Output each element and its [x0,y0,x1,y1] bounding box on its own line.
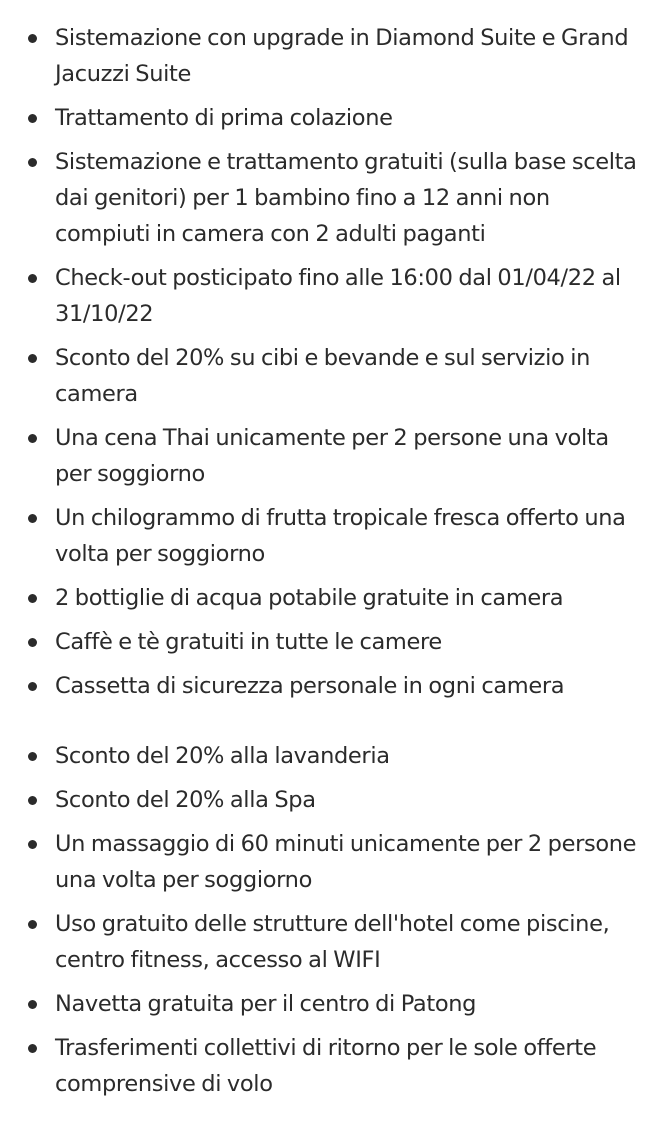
list-item: Navetta gratuita per il centro di Patong [55,986,638,1022]
list-item: Trasferimenti collettivi di ritorno per le sole offerte comprensive di volo [55,1030,638,1102]
inclusions-list-group-2 [0,738,638,1102]
list-item: 2 bottiglie di acqua potabile gratuite in camera [55,580,638,616]
list-item: Sconto del 20% alla lavanderia [55,738,638,774]
list-item: Trattamento di prima colazione [55,100,638,136]
list-item: Sistemazione e trattamento gratuiti (sulla base scelta dai genitori) per 1 bambino fino a 12 anni non compiuti in camera con 2 adulti paganti [55,144,638,252]
list-item: Check-out posticipato fino alle 16:00 dal 01/04/22 al 31/10/22 [55,260,638,332]
list-item: Un massaggio di 60 minuti unicamente per 2 persone una volta per soggiorno [55,826,638,898]
list-item: Sconto del 20% su cibi e bevande e sul servizio in camera [55,340,638,412]
list-item: Sconto del 20% alla Spa [55,782,638,818]
list-item: Sistemazione con upgrade in Diamond Suite e Grand Jacuzzi Suite [55,20,638,92]
list-item: Un chilogrammo di frutta tropicale fresca offerto una volta per soggiorno [55,500,638,572]
list-item: Caffè e tè gratuiti in tutte le camere [55,624,638,660]
list-item: Uso gratuito delle strutture dell'hotel come piscine, centro fitness, accesso al WIFI [55,906,638,978]
list-item: Una cena Thai unicamente per 2 persone una volta per soggiorno [55,420,638,492]
list-item: Cassetta di sicurezza personale in ogni camera [55,668,638,704]
list-group-spacer [0,712,638,738]
inclusions-list-group-1 [0,20,638,704]
